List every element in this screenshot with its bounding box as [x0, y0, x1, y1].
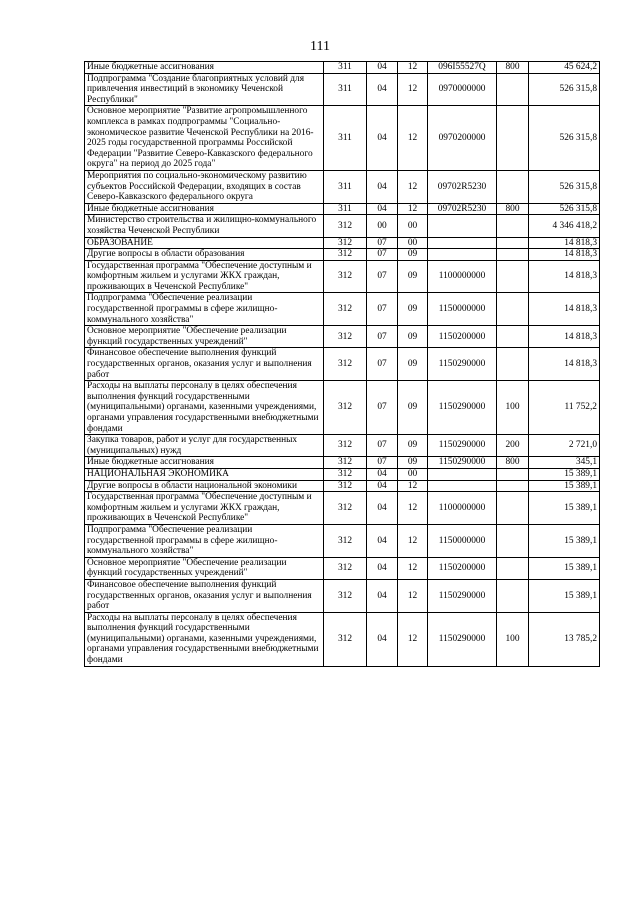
row-pr: 00 [398, 468, 428, 480]
row-sum: 14 818,3 [529, 293, 600, 326]
row-rz: 04 [367, 106, 398, 171]
row-sum: 4 346 418,2 [529, 215, 600, 237]
row-ved: 312 [324, 215, 367, 237]
row-rz: 04 [367, 62, 398, 74]
row-name: Иные бюджетные ассигнования [85, 62, 324, 74]
table-row [85, 326, 600, 348]
row-name: Финансовое обеспечение выполнения функций государственных органов, оказания услуг и выполнения работ [85, 579, 324, 612]
row-vr [497, 524, 529, 557]
row-vr [497, 492, 529, 525]
row-name: Основное мероприятие "Обеспечение реализации функций государственных учреждений" [85, 326, 324, 348]
row-name: Расходы на выплаты персоналу в целях обеспечения выполнения функций государственными (муниципальными) органами, казенными учреждениями, органами управления государственными внебюджетными фондами [85, 381, 324, 435]
row-rz: 07 [367, 293, 398, 326]
row-rz: 07 [367, 435, 398, 457]
row-vr: 100 [497, 381, 529, 435]
row-csr: 09702R5230 [428, 203, 497, 215]
table-row [85, 73, 600, 106]
table-row [85, 237, 600, 249]
row-name: Государственная программа "Обеспечение доступным и комфортным жильем и услугами ЖКХ граждан, проживающих в Чеченской Республике" [85, 260, 324, 293]
row-sum: 15 389,1 [529, 579, 600, 612]
row-ved: 312 [324, 326, 367, 348]
row-pr: 12 [398, 62, 428, 74]
row-pr: 09 [398, 293, 428, 326]
row-sum: 15 389,1 [529, 492, 600, 525]
row-ved: 311 [324, 106, 367, 171]
row-pr: 12 [398, 557, 428, 579]
table-row [85, 215, 600, 237]
row-ved: 312 [324, 260, 367, 293]
row-sum: 15 389,1 [529, 524, 600, 557]
row-vr [497, 170, 529, 203]
row-rz: 04 [367, 203, 398, 215]
row-vr [497, 579, 529, 612]
row-rz: 04 [367, 480, 398, 492]
row-pr: 09 [398, 260, 428, 293]
row-name: Подпрограмма "Обеспечение реализации государственной программы в сфере жилищно-коммунального хозяйства" [85, 293, 324, 326]
row-pr: 12 [398, 106, 428, 171]
row-name: Основное мероприятие "Обеспечение реализации функций государственных учреждений" [85, 557, 324, 579]
row-name: Иные бюджетные ассигнования [85, 203, 324, 215]
row-sum: 14 818,3 [529, 237, 600, 249]
row-vr: 100 [497, 612, 529, 666]
table-row [85, 62, 600, 74]
row-rz: 04 [367, 612, 398, 666]
row-ved: 312 [324, 557, 367, 579]
row-rz: 07 [367, 260, 398, 293]
table-row [85, 106, 600, 171]
row-rz: 07 [367, 249, 398, 261]
row-name: ОБРАЗОВАНИЕ [85, 237, 324, 249]
row-rz: 07 [367, 237, 398, 249]
table-row [85, 249, 600, 261]
row-sum: 526 315,8 [529, 106, 600, 171]
row-pr: 12 [398, 579, 428, 612]
row-name: Подпрограмма "Обеспечение реализации государственной программы в сфере жилищно-коммунального хозяйства" [85, 524, 324, 557]
row-ved: 312 [324, 492, 367, 525]
row-pr: 09 [398, 326, 428, 348]
row-name: Иные бюджетные ассигнования [85, 457, 324, 469]
table-row [85, 524, 600, 557]
row-pr: 12 [398, 492, 428, 525]
row-name: Основное мероприятие "Развитие агропромышленного комплекса в рамках подпрограммы "Социально-экономическое развитие Чеченской Республики на 2016-2025 годы государственной программы Российской Федерации "Развитие Северо-Кавказского федерального округа" на период до 2025 года" [85, 106, 324, 171]
row-name: Расходы на выплаты персоналу в целях обеспечения выполнения функций государственными (муниципальными) органами, казенными учреждениями, органами управления государственными внебюджетными фондами [85, 612, 324, 666]
row-csr [428, 215, 497, 237]
budget-table [84, 61, 600, 667]
row-csr: 0970200000 [428, 106, 497, 171]
row-vr [497, 326, 529, 348]
row-vr [497, 237, 529, 249]
row-ved: 311 [324, 170, 367, 203]
row-pr: 09 [398, 457, 428, 469]
row-pr: 09 [398, 435, 428, 457]
row-sum: 14 818,3 [529, 348, 600, 381]
table-row [85, 381, 600, 435]
table-row [85, 203, 600, 215]
row-sum: 13 785,2 [529, 612, 600, 666]
row-rz: 04 [367, 524, 398, 557]
row-rz: 07 [367, 348, 398, 381]
row-rz: 04 [367, 579, 398, 612]
row-vr [497, 260, 529, 293]
table-row [85, 612, 600, 666]
row-ved: 312 [324, 237, 367, 249]
table-row [85, 579, 600, 612]
row-vr: 800 [497, 62, 529, 74]
row-pr: 09 [398, 348, 428, 381]
row-sum: 15 389,1 [529, 468, 600, 480]
row-sum: 14 818,3 [529, 260, 600, 293]
row-ved: 312 [324, 348, 367, 381]
row-vr [497, 348, 529, 381]
row-ved: 311 [324, 203, 367, 215]
row-pr: 09 [398, 249, 428, 261]
row-csr: 1150290000 [428, 381, 497, 435]
row-csr: 1150290000 [428, 348, 497, 381]
row-name: Другие вопросы в области образования [85, 249, 324, 261]
row-pr: 12 [398, 612, 428, 666]
row-sum: 45 624,2 [529, 62, 600, 74]
row-vr: 200 [497, 435, 529, 457]
row-vr [497, 293, 529, 326]
table-row [85, 348, 600, 381]
row-ved: 312 [324, 293, 367, 326]
row-name: Министерство строительства и жилищно-коммунального хозяйства Чеченской Республики [85, 215, 324, 237]
row-name: Государственная программа "Обеспечение доступным и комфортным жильем и услугами ЖКХ граждан, проживающих в Чеченской Республике" [85, 492, 324, 525]
row-pr: 12 [398, 524, 428, 557]
row-rz: 04 [367, 73, 398, 106]
table-row [85, 480, 600, 492]
row-csr: 1150290000 [428, 612, 497, 666]
row-ved: 312 [324, 381, 367, 435]
table-row [85, 457, 600, 469]
row-csr: 1150000000 [428, 293, 497, 326]
row-rz: 07 [367, 381, 398, 435]
row-vr [497, 480, 529, 492]
row-ved: 312 [324, 249, 367, 261]
table-row [85, 557, 600, 579]
row-csr: 1150290000 [428, 579, 497, 612]
table-row [85, 492, 600, 525]
row-csr [428, 468, 497, 480]
table-row [85, 170, 600, 203]
row-ved: 312 [324, 480, 367, 492]
row-csr: 1150000000 [428, 524, 497, 557]
row-sum: 526 315,8 [529, 170, 600, 203]
row-csr [428, 480, 497, 492]
row-vr [497, 468, 529, 480]
table-row [85, 293, 600, 326]
row-csr: 09702R5230 [428, 170, 497, 203]
row-vr [497, 73, 529, 106]
row-vr [497, 215, 529, 237]
row-ved: 312 [324, 524, 367, 557]
row-csr: 1100000000 [428, 492, 497, 525]
row-vr [497, 557, 529, 579]
row-rz: 04 [367, 557, 398, 579]
row-ved: 312 [324, 612, 367, 666]
row-pr: 00 [398, 215, 428, 237]
row-vr [497, 249, 529, 261]
row-sum: 14 818,3 [529, 326, 600, 348]
row-pr: 12 [398, 170, 428, 203]
row-sum: 526 315,8 [529, 73, 600, 106]
row-pr: 12 [398, 73, 428, 106]
row-sum: 14 818,3 [529, 249, 600, 261]
row-ved: 311 [324, 73, 367, 106]
row-rz: 00 [367, 215, 398, 237]
row-name: Другие вопросы в области национальной экономики [85, 480, 324, 492]
row-sum: 345,1 [529, 457, 600, 469]
row-csr: 1100000000 [428, 260, 497, 293]
row-csr: 096I55527Q [428, 62, 497, 74]
row-name: Закупка товаров, работ и услуг для государственных (муниципальных) нужд [85, 435, 324, 457]
row-name: Подпрограмма "Создание благоприятных условий для привлечения инвестиций в экономику Чеченской Республики" [85, 73, 324, 106]
row-rz: 04 [367, 468, 398, 480]
row-pr: 00 [398, 237, 428, 249]
row-ved: 312 [324, 579, 367, 612]
row-ved: 312 [324, 435, 367, 457]
row-rz: 04 [367, 492, 398, 525]
row-rz: 04 [367, 170, 398, 203]
row-sum: 15 389,1 [529, 557, 600, 579]
row-ved: 311 [324, 62, 367, 74]
row-vr [497, 106, 529, 171]
row-ved: 312 [324, 468, 367, 480]
row-vr: 800 [497, 457, 529, 469]
row-rz: 07 [367, 326, 398, 348]
row-csr [428, 237, 497, 249]
row-name: Мероприятия по социально-экономическому развитию субъектов Российской Федерации, входящих в состав Северо-Кавказского федерального округа [85, 170, 324, 203]
table-row [85, 468, 600, 480]
row-pr: 12 [398, 203, 428, 215]
row-csr [428, 249, 497, 261]
row-pr: 09 [398, 381, 428, 435]
row-rz: 07 [367, 457, 398, 469]
row-sum: 526 315,8 [529, 203, 600, 215]
row-csr: 1150290000 [428, 457, 497, 469]
row-name: НАЦИОНАЛЬНАЯ ЭКОНОМИКА [85, 468, 324, 480]
row-csr: 1150200000 [428, 326, 497, 348]
row-name: Финансовое обеспечение выполнения функций государственных органов, оказания услуг и выполнения работ [85, 348, 324, 381]
row-csr: 0970000000 [428, 73, 497, 106]
row-csr: 1150290000 [428, 435, 497, 457]
row-ved: 312 [324, 457, 367, 469]
row-sum: 2 721,0 [529, 435, 600, 457]
table-row [85, 260, 600, 293]
row-vr: 800 [497, 203, 529, 215]
table-row [85, 435, 600, 457]
row-pr: 12 [398, 480, 428, 492]
row-sum: 15 389,1 [529, 480, 600, 492]
page-number: 111 [310, 39, 330, 54]
row-sum: 11 752,2 [529, 381, 600, 435]
row-csr: 1150200000 [428, 557, 497, 579]
